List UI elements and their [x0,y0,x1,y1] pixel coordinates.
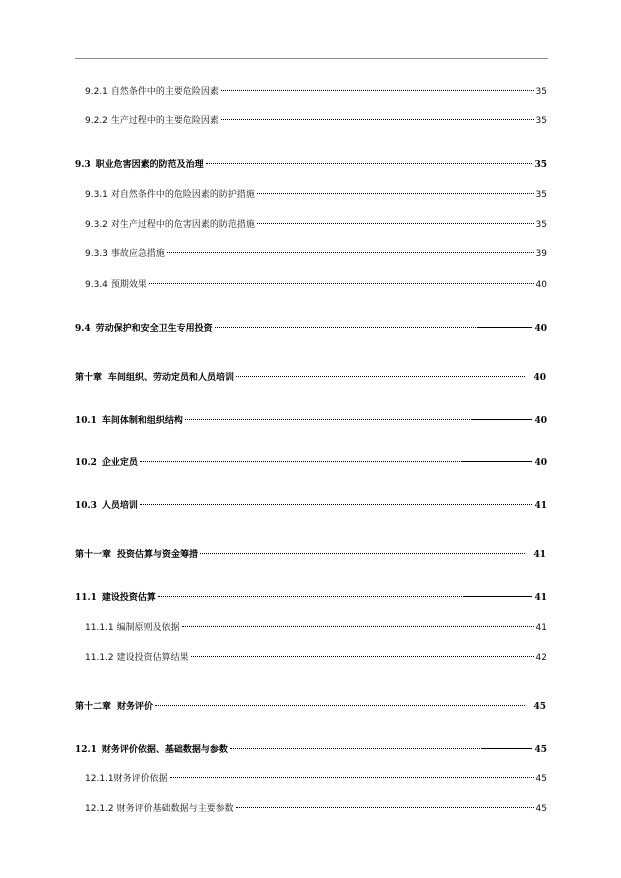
toc-leader [215,330,533,331]
toc-entry-page: 40 [534,416,547,426]
toc-entry-title: 对自然条件中的危险因素的防护措施 [110,190,255,200]
toc-entry[interactable] [75,413,547,426]
toc-entry-page: 35 [535,116,547,126]
toc-entry-title: 劳动保护和安全卫生专用投资 [95,324,213,334]
toc-entry-page: 41 [534,593,547,603]
toc-leader [200,553,525,554]
toc-entry-page: 39 [535,249,547,259]
toc-leader [206,163,533,164]
toc-entry[interactable] [75,370,546,383]
toc-leader [236,807,534,808]
toc-leader [191,656,534,657]
toc-leader [158,599,533,600]
toc-entry-number: 11.1.1 [85,623,114,633]
toc-leader [221,90,534,91]
toc-entry-title: 预期效果 [110,280,147,290]
toc-entry-number: 第十二章 [75,702,112,712]
toc-entry-title: 财务评价依据、基础数据与参数 [101,745,228,755]
toc-entry-number: 9.3.4 [85,280,108,290]
toc-entry[interactable] [85,113,547,126]
toc-entry-number: 10.2 [75,458,97,468]
toc-entry[interactable] [85,277,547,290]
toc-entry-number: 9.2.2 [85,116,108,126]
toc-entry-page: 41 [534,501,547,511]
toc-entry-number: 12.1 [75,745,97,755]
toc-entry-title: 车间体制和组织结构 [101,416,183,426]
toc-entry[interactable] [85,620,547,633]
toc-entry-page: 41 [535,623,547,633]
toc-entry-page: 35 [535,87,547,97]
toc-entry-title: 建设投资估算 [101,593,156,603]
toc-entry-title: 职业危害因素的防范及治理 [95,160,204,170]
toc-entry[interactable] [85,246,547,259]
toc-entry-title: 车间组织、劳动定员和人员培训 [108,373,235,383]
toc-entry-title: 建设投资估算结果 [116,653,189,663]
toc-entry-title: 财务评价 [117,702,154,712]
toc-leader [170,777,534,778]
toc-entry-number: 9.4 [75,324,91,334]
toc-entry-title: 企业定员 [101,458,138,468]
toc-entry-page: 41 [533,550,546,560]
toc-entry-page: 45 [533,702,546,712]
toc-leader [140,504,533,505]
toc-entry-number: 9.3.1 [85,190,108,200]
toc-entry-page: 45 [534,745,547,755]
toc-entry-title: 编制原则及依据 [116,623,180,633]
toc-entry-number: 9.3.3 [85,249,108,259]
toc-entry[interactable] [75,157,547,170]
toc-leader [155,705,525,706]
toc-entry[interactable] [85,84,547,97]
toc-entry-number: 9.3.2 [85,220,108,230]
header-rule [75,58,548,59]
toc-entry[interactable] [85,217,547,230]
toc-leader [236,376,525,377]
toc-leader [230,751,533,752]
toc-leader [257,193,534,194]
toc-entry[interactable] [85,771,547,784]
toc-entry-number: 第十一章 [75,550,112,560]
toc-entry-title: 自然条件中的主要危险因素 [110,87,219,97]
toc-entry-number: 第十章 [75,373,103,383]
toc-entry[interactable] [85,650,547,663]
toc-entry[interactable] [75,699,546,712]
toc-leader [182,626,534,627]
toc-entry-number: 11.1 [75,593,97,603]
toc-entry-title: 事故应急措施 [110,249,165,259]
toc-entry[interactable] [75,590,547,603]
toc-entry[interactable] [75,547,546,560]
toc-entry-number: 10.3 [75,501,97,511]
toc-entry-page: 40 [534,324,547,334]
toc-entry-number: 12.1.1 [85,774,114,784]
toc-entry-number: 9.3 [75,160,91,170]
toc-entry-page: 42 [535,653,547,663]
toc-entry-number: 10.1 [75,416,97,426]
toc-entry[interactable] [75,498,547,511]
toc-entry-title: 投资估算与资金筹措 [117,550,199,560]
toc-entry[interactable] [75,742,547,755]
toc-entry-page: 40 [535,280,547,290]
toc-entry-title: 对生产过程中的危害因素的防范措施 [110,220,255,230]
toc-entry-page: 40 [533,373,546,383]
toc-entry-title: 生产过程中的主要危险因素 [110,116,219,126]
toc-leader [185,422,533,423]
toc-entry[interactable] [85,801,547,814]
toc-entry-page: 35 [534,160,547,170]
toc-entry[interactable] [85,187,547,200]
toc-entry-number: 11.1.2 [85,653,114,663]
toc-leader [167,252,534,253]
toc-entry-page: 45 [535,774,547,784]
toc-entry-number: 12.1.2 [85,804,114,814]
toc-entry-title: 人员培训 [101,501,138,511]
toc-entry-page: 45 [535,804,547,814]
toc-entry-number: 9.2.1 [85,87,108,97]
toc-entry-page: 35 [535,220,547,230]
toc-entry[interactable] [75,455,547,468]
toc-leader [140,464,533,465]
toc-entry-title: 财务评价基础数据与主要参数 [116,804,234,814]
toc-leader [221,119,534,120]
toc-leader [257,223,534,224]
toc-entry[interactable] [75,321,547,334]
toc-entry-page: 35 [535,190,547,200]
toc-leader [149,283,534,284]
toc-entry-page: 40 [534,458,547,468]
toc-entry-title: 财务评价依据 [113,774,168,784]
